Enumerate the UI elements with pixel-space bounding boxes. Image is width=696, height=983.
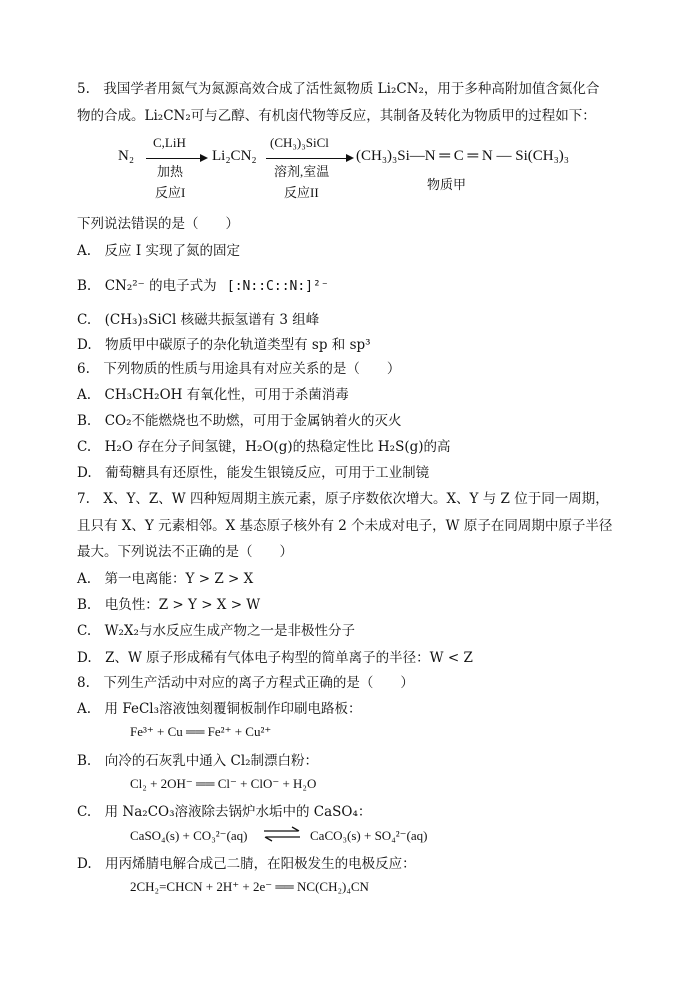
equilibrium-arrow-icon — [262, 826, 302, 842]
q7-option-a: A. 第一电离能：Y > Z > X — [77, 571, 254, 587]
q8-a-equation: Fe³⁺ + Cu ══ Fe²⁺ + Cu²⁺ — [130, 724, 272, 739]
q5-option-a: A. 反应 I 实现了氮的固定 — [77, 243, 240, 259]
q5-option-b-prefix: B. CN₂²⁻ 的电子式为 — [77, 278, 217, 294]
scheme-r1-top: C,LiH — [153, 135, 186, 150]
q8-d-equation: 2CH₂=CHCN + 2H⁺ + 2e⁻ ══ NC(CH₂)₄CN — [130, 879, 369, 894]
scheme-product: (CH₃)₃Si—N ═ C ═ N — Si(CH₃)₃ — [356, 148, 570, 164]
q8-c-equation-right: CaCO₃(s) + SO₄²⁻(aq) — [310, 828, 428, 843]
scheme-r2-name: 反应II — [284, 185, 319, 200]
q5-option-d: D. 物质甲中碳原子的杂化轨道类型有 sp 和 sp³ — [77, 337, 371, 353]
q6-option-a: A. CH₃CH₂OH 有氧化性，可用于杀菌消毒 — [77, 387, 349, 403]
scheme-r2-bottom: 溶剂,室温 — [274, 164, 330, 179]
scheme-r1-bottom: 加热 — [157, 164, 184, 179]
q5-intro-line2: 物的合成。Li₂CN₂可与乙醇、有机卤代物等反应，其制备及转化为物质甲的过程如下： — [77, 108, 596, 124]
q5-intro-line1: 5. 我国学者用氮气为氮源高效合成了活性氮物质 Li₂CN₂，用于多种高附加值含氮化合 — [77, 81, 600, 97]
q5-option-c: C. (CH₃)₃SiCl 核磁共振氢谱有 3 组峰 — [77, 312, 320, 328]
arrow-2-shaft — [266, 158, 348, 159]
q6-option-d: D. 葡萄糖具有还原性，能发生银镜反应，可用于工业制镜 — [77, 465, 430, 481]
q5-stem: 下列说法错误的是（ ） — [77, 216, 239, 232]
q7-line1: 7. X、Y、Z、W 四种短周期主族元素，原子序数依次增大。X、Y 与 Z 位于同一周期， — [77, 491, 609, 507]
q8-option-c: C. 用 Na₂CO₃溶液除去锅炉水垢中的 CaSO₄： — [77, 804, 372, 820]
q8-stem: 8. 下列生产活动中对应的离子方程式正确的是（ ） — [77, 675, 414, 691]
arrow-2-head — [346, 154, 354, 162]
q7-line3: 最大。下列说法不正确的是（ ） — [77, 544, 293, 560]
q6-option-b: B. CO₂不能燃烧也不助燃，可用于金属钠着火的灭火 — [77, 413, 402, 429]
scheme-r2-top: (CH₃)₃SiCl — [270, 135, 329, 150]
q8-option-a: A. 用 FeCl₃溶液蚀刻覆铜板制作印刷电路板： — [77, 701, 362, 717]
q7-option-b: B. 电负性：Z > Y > X > W — [77, 597, 261, 613]
q5-option-b — [77, 276, 329, 297]
q8-option-b: B. 向冷的石灰乳中通入 Cl₂制漂白粉： — [77, 753, 319, 769]
electron-formula: [:N::C::N:]²⁻ — [226, 279, 329, 294]
q8-b-equation: Cl₂ + 2OH⁻ ══ Cl⁻ + ClO⁻ + H₂O — [130, 776, 317, 791]
scheme-product-name: 物质甲 — [427, 177, 467, 192]
scheme-mid: Li₂CN₂ — [212, 148, 257, 164]
arrow-1-head — [200, 154, 208, 162]
q8-c-equation-left: CaSO₄(s) + CO₃²⁻(aq) — [130, 828, 248, 843]
q6-stem: 6. 下列物质的性质与用途具有对应关系的是（ ） — [77, 361, 401, 377]
scheme-start: N₂ — [118, 148, 135, 164]
q7-option-d: D. Z、W 原子形成稀有气体电子构型的简单离子的半径：W < Z — [77, 650, 473, 666]
arrow-1-shaft — [146, 158, 202, 159]
q7-line2: 且只有 X、Y 元素相邻。X 基态原子核外有 2 个未成对电子，W 原子在同周期中原子半径 — [77, 518, 613, 534]
scheme-r1-name: 反应I — [155, 185, 186, 200]
q6-option-c: C. H₂O 存在分子间氢键，H₂O(g)的热稳定性比 H₂S(g)的高 — [77, 439, 451, 455]
q8-option-d: D. 用丙烯腈电解合成己二腈，在阳极发生的电极反应： — [77, 856, 416, 872]
q7-option-c: C. W₂X₂与水反应生成产物之一是非极性分子 — [77, 623, 355, 639]
